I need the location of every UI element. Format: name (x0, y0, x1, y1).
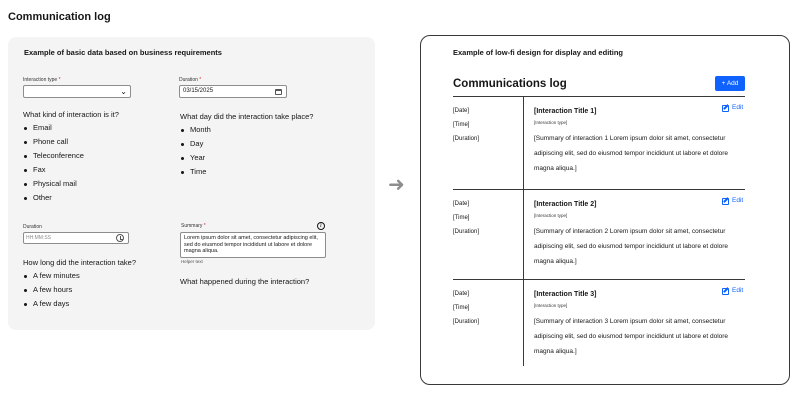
edit-button[interactable] (722, 104, 743, 111)
requirements-heading: Example of basic data based on business requirements (24, 48, 222, 57)
entry-type: [Interaction type] (534, 213, 568, 218)
duration-question: How long did the interaction take? (23, 258, 136, 267)
summary-question: What happened during the interaction? (180, 277, 310, 286)
edit-button[interactable] (722, 287, 743, 294)
interaction-type-select[interactable] (23, 85, 131, 98)
date-option: Year (180, 151, 211, 165)
interaction-option: Email (23, 121, 84, 135)
duration-option: A few days (23, 297, 80, 311)
duration-option: A few minutes (23, 269, 80, 283)
interaction-option: Physical mail (23, 177, 84, 191)
communications-log-title: Communications log (453, 78, 567, 90)
date-option: Time (180, 165, 211, 179)
log-entry (453, 190, 745, 280)
date-input[interactable] (179, 85, 287, 98)
interaction-option: Other (23, 191, 84, 205)
entry-date: [Date] (453, 108, 470, 114)
edit-label: Edit (732, 197, 744, 204)
entry-time: [Time] (453, 122, 470, 128)
entry-title: [Interaction Title 2] (534, 201, 597, 208)
entry-time: [Time] (453, 215, 470, 221)
duration-label: Duration (23, 224, 42, 230)
info-icon[interactable]: i (317, 222, 325, 230)
entry-duration: [Duration] (453, 319, 480, 325)
entry-summary: [Summary of interaction 1 Lorem ipsum dolor sit amet, consectetur adipiscing elit, sed do eiusmod tempor incididunt ut labore et dolore magna aliqua.] (534, 135, 729, 172)
required-marker: * (58, 77, 61, 83)
entry-title: [Interaction Title 3] (534, 291, 597, 298)
entry-date: [Date] (453, 201, 470, 207)
entry-summary: [Summary of interaction 2 Lorem ipsum dolor sit amet, consectetur adipiscing elit, sed do eiusmod tempor incididunt ut labore et dolore magna aliqua.] (534, 228, 729, 265)
date-label-text: Duration (179, 77, 198, 83)
entry-duration: [Duration] (453, 136, 480, 142)
clock-icon[interactable] (116, 234, 124, 242)
date-option: Day (180, 137, 211, 151)
page-title: Communication log (8, 11, 111, 23)
add-button[interactable]: + Add (715, 76, 745, 91)
duration-option: A few hours (23, 283, 80, 297)
date-option: Month (180, 123, 211, 137)
interaction-option: Phone call (23, 135, 84, 149)
interaction-type-label-text: Interaction type (23, 77, 58, 83)
edit-icon (722, 197, 729, 204)
duration-input[interactable] (23, 232, 129, 244)
date-question: What day did the interaction take place? (180, 112, 314, 121)
interaction-options-list (23, 121, 84, 205)
edit-label: Edit (732, 104, 744, 111)
arrow-right-icon: ➜ (388, 174, 405, 196)
required-marker: * (203, 223, 206, 229)
entry-time: [Time] (453, 305, 470, 311)
duration-placeholder: HH:MM:SS (26, 235, 51, 241)
entry-duration: [Duration] (453, 229, 480, 235)
summary-textarea[interactable]: Lorem ipsum dolor sit amet, consectetur adipiscing elit, sed do eiusmod tempor incididunt ut labore et dolore magna aliqua. (180, 232, 326, 258)
interaction-question: What kind of interaction is it? (23, 110, 119, 119)
summary-label (181, 223, 206, 229)
requirements-panel (8, 37, 375, 330)
required-marker: * (199, 77, 202, 83)
interaction-option: Teleconference (23, 149, 84, 163)
duration-options-list (23, 269, 80, 311)
entry-type: [Interaction type] (534, 120, 568, 125)
edit-icon (722, 287, 729, 294)
entry-type: [Interaction type] (534, 303, 568, 308)
date-value: 03/15/2025 (183, 88, 214, 94)
entry-summary: [Summary of interaction 3 Lorem ipsum dolor sit amet, consectetur adipiscing elit, sed do eiusmod tempor incididunt ut labore et dolore magna aliqua.] (534, 318, 729, 355)
interaction-option: Fax (23, 163, 84, 177)
edit-icon (722, 104, 729, 111)
summary-helper-text: Helper text (181, 259, 203, 264)
date-options-list (180, 123, 211, 179)
log-entry (453, 280, 745, 370)
edit-label: Edit (732, 287, 744, 294)
entry-title: [Interaction Title 1] (534, 108, 597, 115)
date-label (179, 77, 201, 83)
interaction-type-label (23, 77, 61, 83)
log-entry (453, 97, 745, 187)
entry-date: [Date] (453, 291, 470, 297)
edit-button[interactable] (722, 197, 743, 204)
lofi-heading: Example of low-fi design for display and editing (453, 48, 624, 57)
chevron-down-icon: ⌄ (120, 87, 127, 96)
lofi-design-panel (420, 35, 790, 385)
summary-label-text: Summary (181, 223, 203, 229)
calendar-icon[interactable] (275, 89, 282, 95)
